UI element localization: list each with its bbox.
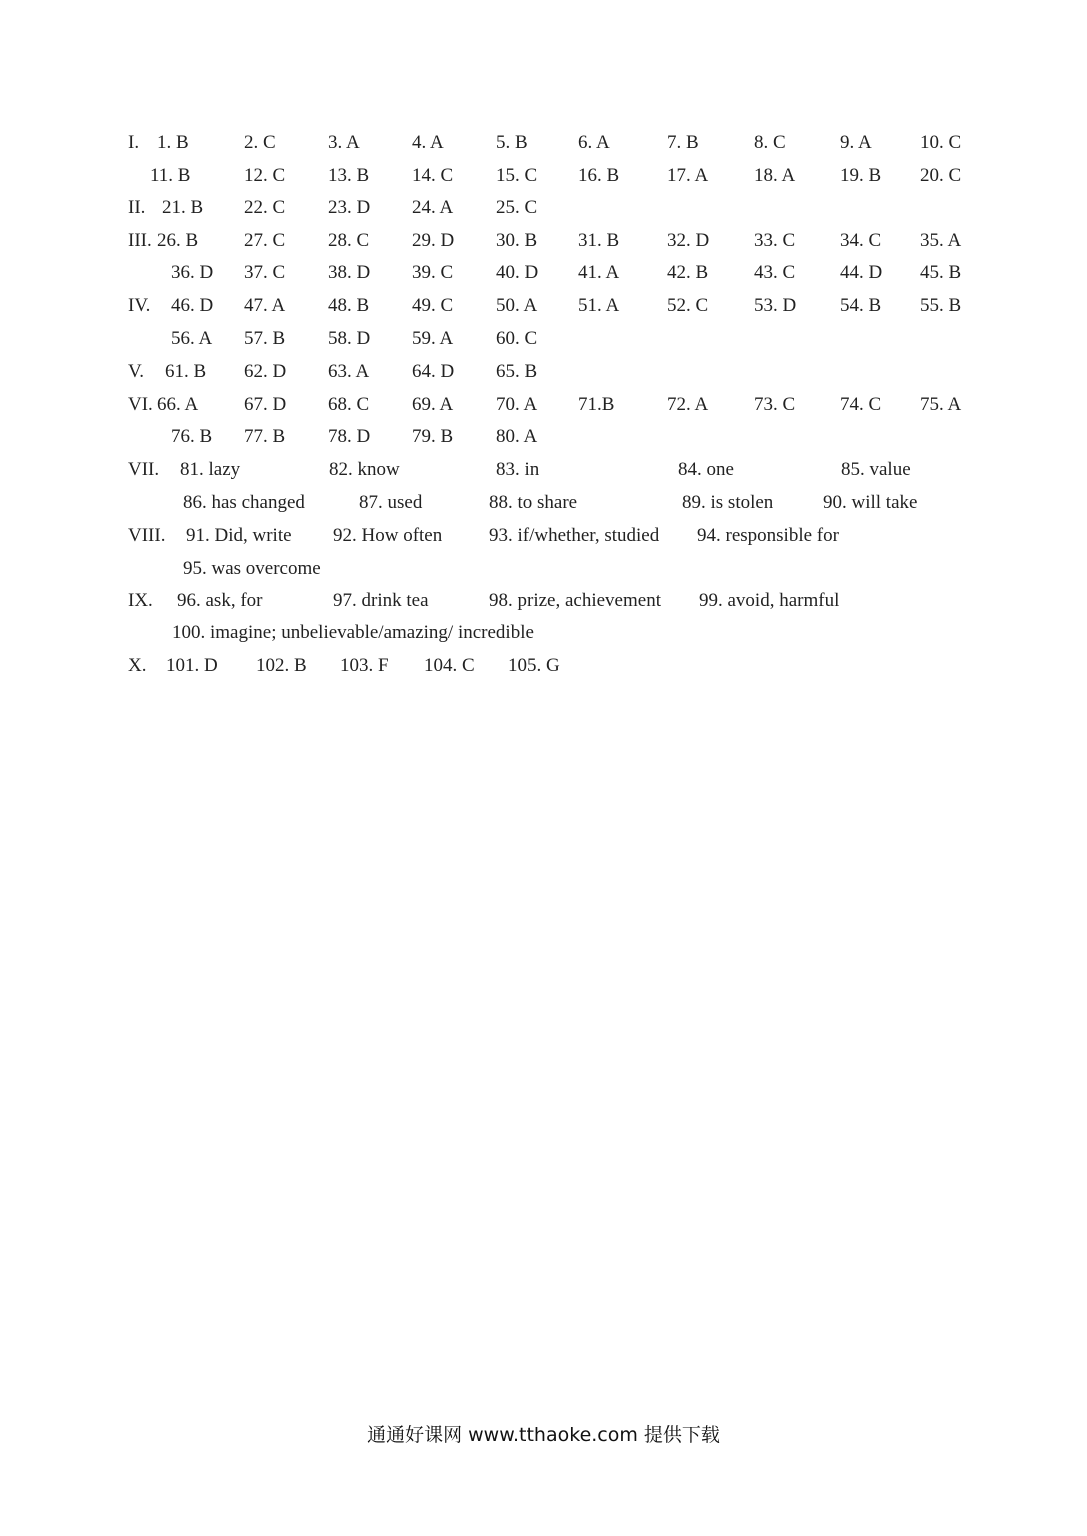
answer-item: 60. C xyxy=(496,328,538,349)
answer-item: 99. avoid, harmful xyxy=(699,590,840,611)
answer-item: 61. B xyxy=(165,361,207,382)
answer-item: 6. A xyxy=(578,132,610,153)
answer-item: 21. B xyxy=(162,197,204,218)
answer-item: 43. C xyxy=(754,262,796,283)
answer-item: 66. A xyxy=(157,394,199,415)
section-label: VI. xyxy=(128,394,153,415)
answer-item: 48. B xyxy=(328,295,370,316)
answer-item: 15. C xyxy=(496,165,538,186)
answer-item: 41. A xyxy=(578,262,620,283)
answer-item: 8. C xyxy=(754,132,786,153)
answer-item: 50. A xyxy=(496,295,538,316)
answer-item: 16. B xyxy=(578,165,620,186)
answer-row xyxy=(0,226,1087,256)
answer-row xyxy=(0,324,1087,354)
answer-item: 40. D xyxy=(496,262,539,283)
answer-item: 92. How often xyxy=(333,525,443,546)
answer-item: 26. B xyxy=(157,230,199,251)
answer-row xyxy=(0,422,1087,452)
answer-item: 100. imagine; unbelievable/amazing/ incredible xyxy=(172,622,534,643)
answer-item: 91. Did, write xyxy=(186,525,292,546)
answer-row xyxy=(0,488,1087,518)
answer-item: 31. B xyxy=(578,230,620,251)
answer-item: 29. D xyxy=(412,230,455,251)
answer-item: 65. B xyxy=(496,361,538,382)
answer-row xyxy=(0,291,1087,321)
answer-item: 80. A xyxy=(496,426,538,447)
answer-item: 89. is stolen xyxy=(682,492,774,513)
answer-item: 23. D xyxy=(328,197,371,218)
answer-item: 42. B xyxy=(667,262,709,283)
answer-item: 24. A xyxy=(412,197,454,218)
section-label: III. xyxy=(128,230,152,251)
answer-item: 87. used xyxy=(359,492,423,513)
footer-credit: 通通好课网 www.tthaoke.com 提供下载 xyxy=(367,1424,720,1446)
answer-item: 82. know xyxy=(329,459,400,480)
section-label: I. xyxy=(128,132,140,153)
answer-item: 58. D xyxy=(328,328,371,349)
answer-item: 25. C xyxy=(496,197,538,218)
answer-item: 105. G xyxy=(508,655,560,676)
answer-row xyxy=(0,554,1087,584)
answer-item: 68. C xyxy=(328,394,370,415)
answer-item: 56. A xyxy=(171,328,213,349)
section-label: X. xyxy=(128,655,147,676)
answer-item: 95. was overcome xyxy=(183,558,321,579)
answer-item: 5. B xyxy=(496,132,528,153)
answer-item: 37. C xyxy=(244,262,286,283)
answer-item: 63. A xyxy=(328,361,370,382)
answer-item: 47. A xyxy=(244,295,286,316)
answer-item: 57. B xyxy=(244,328,286,349)
answer-item: 12. C xyxy=(244,165,286,186)
section-label: IV. xyxy=(128,295,151,316)
answer-item: 54. B xyxy=(840,295,882,316)
answer-item: 39. C xyxy=(412,262,454,283)
answer-item: 36. D xyxy=(171,262,214,283)
answer-item: 74. C xyxy=(840,394,882,415)
answer-item: 103. F xyxy=(340,655,389,676)
answer-row xyxy=(0,390,1087,420)
answer-row xyxy=(0,193,1087,223)
answer-item: 33. C xyxy=(754,230,796,251)
answer-item: 83. in xyxy=(496,459,540,480)
answer-item: 14. C xyxy=(412,165,454,186)
answer-item: 1. B xyxy=(157,132,189,153)
answer-item: 53. D xyxy=(754,295,797,316)
answer-row xyxy=(0,357,1087,387)
answer-item: 7. B xyxy=(667,132,699,153)
answer-item: 17. A xyxy=(667,165,709,186)
answer-item: 59. A xyxy=(412,328,454,349)
answer-item: 52. C xyxy=(667,295,709,316)
answer-item: 35. A xyxy=(920,230,962,251)
answer-row xyxy=(0,618,1087,648)
answer-item: 98. prize, achievement xyxy=(489,590,661,611)
answer-item: 64. D xyxy=(412,361,455,382)
answer-item: 38. D xyxy=(328,262,371,283)
answer-item: 84. one xyxy=(678,459,734,480)
answer-item: 85. value xyxy=(841,459,911,480)
answer-item: 101. D xyxy=(166,655,218,676)
answer-item: 81. lazy xyxy=(180,459,241,480)
answer-item: 32. D xyxy=(667,230,710,251)
answer-item: 94. responsible for xyxy=(697,525,839,546)
section-label: VIII. xyxy=(128,525,166,546)
answer-item: 45. B xyxy=(920,262,962,283)
answer-item: 76. B xyxy=(171,426,213,447)
answer-item: 102. B xyxy=(256,655,307,676)
answer-item: 28. C xyxy=(328,230,370,251)
answer-item: 67. D xyxy=(244,394,287,415)
answer-item: 55. B xyxy=(920,295,962,316)
answer-item: 104. C xyxy=(424,655,475,676)
answer-item: 13. B xyxy=(328,165,370,186)
answer-item: 18. A xyxy=(754,165,796,186)
answer-item: 19. B xyxy=(840,165,882,186)
answer-item: 49. C xyxy=(412,295,454,316)
answer-row xyxy=(0,521,1087,551)
answer-item: 34. C xyxy=(840,230,882,251)
answer-item: 3. A xyxy=(328,132,360,153)
answer-item: 77. B xyxy=(244,426,286,447)
answer-row xyxy=(0,258,1087,288)
answer-item: 10. C xyxy=(920,132,962,153)
answer-item: 62. D xyxy=(244,361,287,382)
answer-item: 27. C xyxy=(244,230,286,251)
answer-item: 22. C xyxy=(244,197,286,218)
section-label: VII. xyxy=(128,459,160,480)
answer-item: 72. A xyxy=(667,394,709,415)
answer-item: 30. B xyxy=(496,230,538,251)
answer-item: 71.B xyxy=(578,394,615,415)
answer-row xyxy=(0,128,1087,158)
answer-item: 90. will take xyxy=(823,492,918,513)
answer-item: 93. if/whether, studied xyxy=(489,525,660,546)
answer-item: 70. A xyxy=(496,394,538,415)
answer-item: 69. A xyxy=(412,394,454,415)
answer-item: 78. D xyxy=(328,426,371,447)
section-label: V. xyxy=(128,361,145,382)
answer-item: 11. B xyxy=(150,165,191,186)
answer-item: 79. B xyxy=(412,426,454,447)
answer-item: 44. D xyxy=(840,262,883,283)
answer-row xyxy=(0,651,1087,681)
answer-item: 86. has changed xyxy=(183,492,305,513)
section-label: IX. xyxy=(128,590,153,611)
answer-item: 97. drink tea xyxy=(333,590,429,611)
answer-item: 46. D xyxy=(171,295,214,316)
answer-item: 51. A xyxy=(578,295,620,316)
answer-item: 96. ask, for xyxy=(177,590,263,611)
answer-item: 2. C xyxy=(244,132,276,153)
answer-row xyxy=(0,455,1087,485)
answer-item: 20. C xyxy=(920,165,962,186)
answer-row xyxy=(0,586,1087,616)
answer-item: 73. C xyxy=(754,394,796,415)
section-label: II. xyxy=(128,197,146,218)
answer-item: 9. A xyxy=(840,132,872,153)
answer-item: 75. A xyxy=(920,394,962,415)
answer-row xyxy=(0,161,1087,191)
answer-item: 88. to share xyxy=(489,492,578,513)
answer-item: 4. A xyxy=(412,132,444,153)
